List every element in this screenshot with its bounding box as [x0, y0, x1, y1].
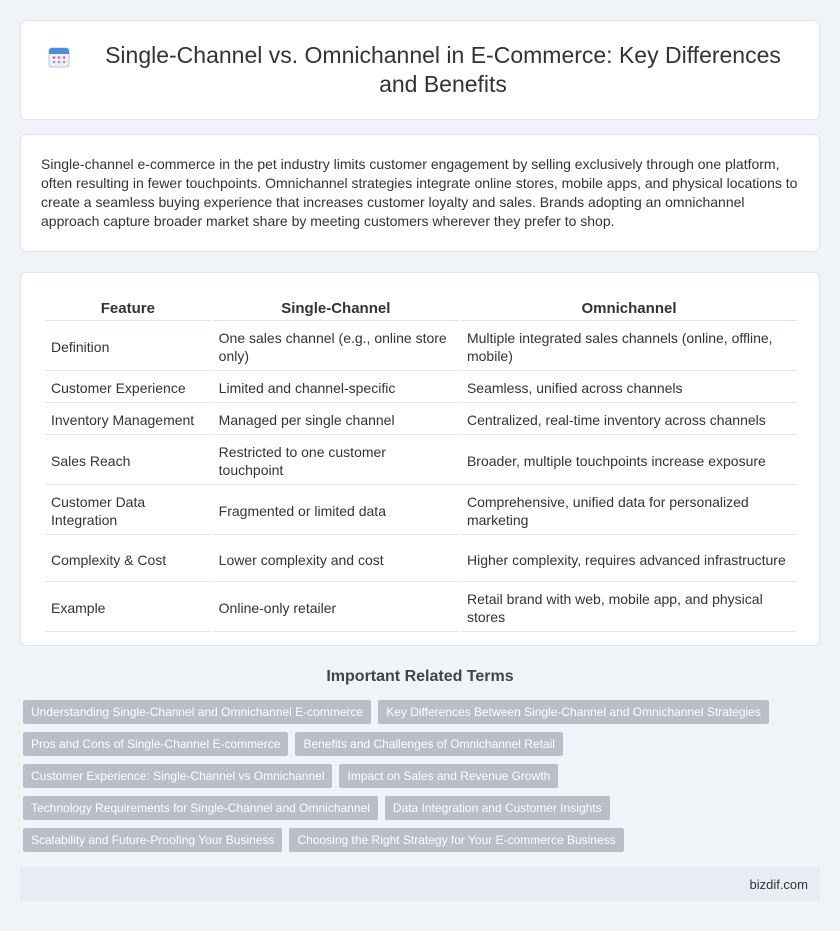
related-term-tag[interactable]: Pros and Cons of Single-Channel E-commerce — [23, 732, 288, 756]
cell-feature: Sales Reach — [45, 437, 211, 485]
related-term-tag[interactable]: Understanding Single-Channel and Omnichannel E-commerce — [23, 700, 371, 724]
cell-omnichannel: Centralized, real-time inventory across channels — [461, 405, 797, 435]
cell-omnichannel: Multiple integrated sales channels (online, offline, mobile) — [461, 323, 797, 371]
related-term-tag[interactable]: Choosing the Right Strategy for Your E-commerce Business — [289, 828, 623, 852]
related-term-tag[interactable]: Impact on Sales and Revenue Growth — [339, 764, 558, 788]
cell-feature: Definition — [45, 323, 211, 371]
table-row — [45, 323, 797, 371]
cell-feature: Customer Data Integration — [45, 487, 211, 535]
table-header-row — [45, 295, 797, 321]
calendar-icon — [47, 45, 71, 69]
cell-single-channel: Managed per single channel — [213, 405, 459, 435]
related-term-tag[interactable]: Scalability and Future-Proofing Your Business — [23, 828, 282, 852]
page-title: Single-Channel vs. Omnichannel in E-Commerce: Key Differences and Benefits — [105, 42, 781, 97]
table-row — [45, 437, 797, 485]
comparison-table — [43, 293, 799, 634]
cell-single-channel: Lower complexity and cost — [213, 537, 459, 582]
cell-feature: Complexity & Cost — [45, 537, 211, 582]
tag-row — [23, 732, 823, 756]
comparison-table-card — [20, 272, 820, 646]
header — [40, 41, 800, 99]
cell-single-channel: Fragmented or limited data — [213, 487, 459, 535]
tag-row — [23, 764, 823, 788]
footer — [20, 867, 820, 901]
cell-feature: Customer Experience — [45, 373, 211, 403]
related-term-tag[interactable]: Technology Requirements for Single-Channel and Omnichannel — [23, 796, 378, 820]
table-row — [45, 405, 797, 435]
cell-omnichannel: Broader, multiple touchpoints increase exposure — [461, 437, 797, 485]
header-omnichannel: Omnichannel — [461, 295, 797, 321]
related-terms-list — [23, 700, 823, 860]
related-term-tag[interactable]: Data Integration and Customer Insights — [385, 796, 610, 820]
cell-omnichannel: Comprehensive, unified data for personalized marketing — [461, 487, 797, 535]
related-term-tag[interactable]: Benefits and Challenges of Omnichannel Retail — [295, 732, 562, 756]
cell-single-channel: Online-only retailer — [213, 584, 459, 632]
table-row — [45, 487, 797, 535]
cell-omnichannel: Retail brand with web, mobile app, and physical stores — [461, 584, 797, 632]
header-feature: Feature — [45, 295, 211, 321]
related-terms-title: Important Related Terms — [326, 668, 514, 685]
tag-row — [23, 796, 823, 820]
table-row — [45, 584, 797, 632]
cell-omnichannel: Higher complexity, requires advanced infrastructure — [461, 537, 797, 582]
cell-single-channel: Restricted to one customer touchpoint — [213, 437, 459, 485]
related-term-tag[interactable]: Key Differences Between Single-Channel and Omnichannel Strategies — [378, 700, 769, 724]
intro-paragraph: Single-channel e-commerce in the pet industry limits customer engagement by selling exclusively through one platform, often resulting in fewer touchpoints. Omnichannel strategies integrate online stores, mobile apps, and physical locations to create a seamless buying experience that increases customer loyalty and sales. Brands adopting an omnichannel approach capture broader market share by meeting customers wherever they prefer to shop. — [41, 156, 798, 229]
header-single-channel: Single-Channel — [213, 295, 459, 321]
table-row — [45, 373, 797, 403]
footer-site-link[interactable]: bizdif.com — [749, 876, 808, 892]
cell-feature: Inventory Management — [45, 405, 211, 435]
cell-omnichannel: Seamless, unified across channels — [461, 373, 797, 403]
cell-single-channel: Limited and channel-specific — [213, 373, 459, 403]
cell-feature: Example — [45, 584, 211, 632]
header-card — [20, 20, 820, 120]
table-row — [45, 537, 797, 582]
intro-card — [20, 134, 820, 252]
tag-row — [23, 700, 823, 724]
tag-row — [23, 828, 823, 852]
related-term-tag[interactable]: Customer Experience: Single-Channel vs Omnichannel — [23, 764, 332, 788]
cell-single-channel: One sales channel (e.g., online store only) — [213, 323, 459, 371]
